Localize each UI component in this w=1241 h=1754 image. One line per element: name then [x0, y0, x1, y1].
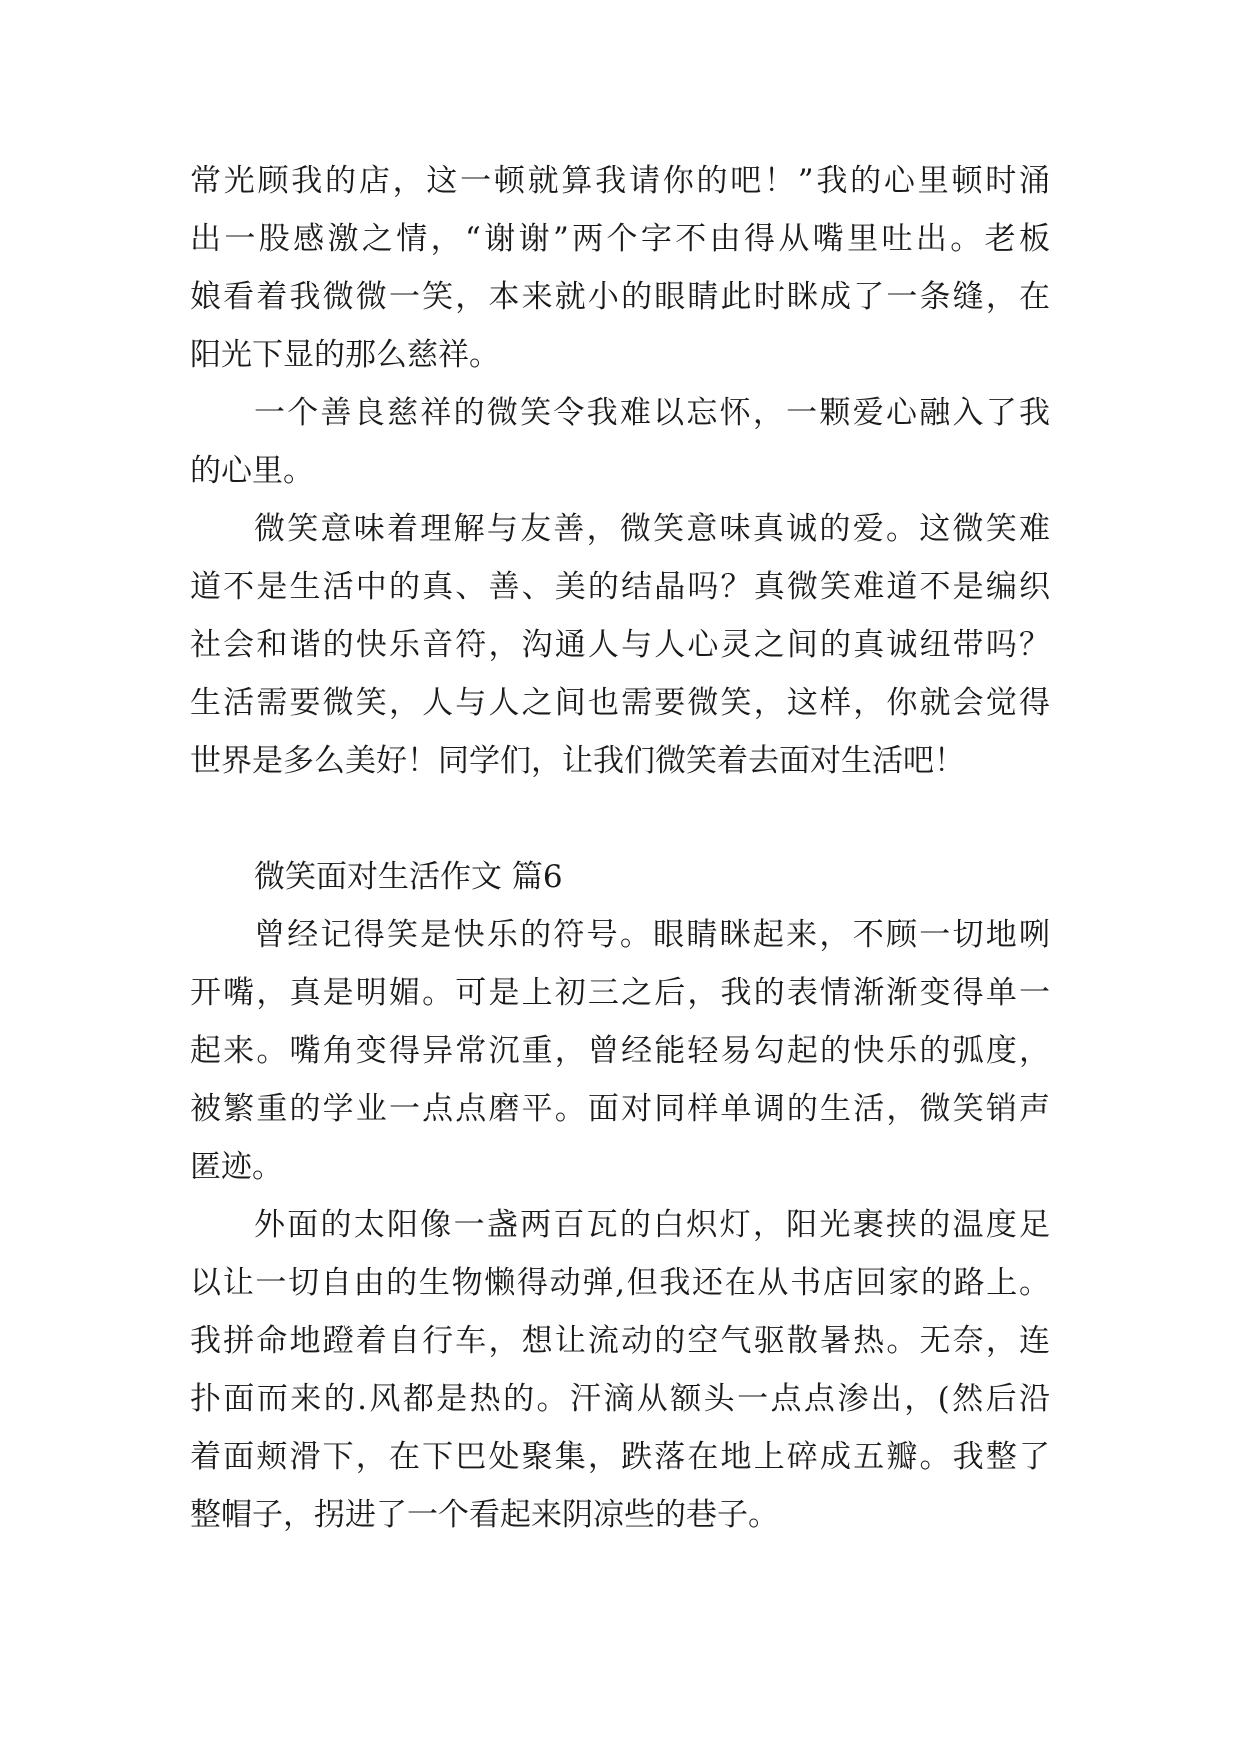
text-line: 一个善良慈祥的微笑令我难以忘怀，一颗爱心融入了我: [254, 395, 1050, 431]
text-line: 阳光下显的那么慈祥。: [190, 337, 500, 373]
section-heading: 微笑面对生活作文 篇6: [254, 859, 563, 895]
text-line: 着面颊滑下，在下巴处聚集，跌落在地上碎成五瓣。我整了: [190, 1439, 1050, 1475]
text-line: 道不是生活中的真、善、美的结晶吗？真微笑难道不是编织: [190, 569, 1050, 605]
text-line: 扑面而来的.风都是热的。汗滴从额头一点点渗出，(然后沿: [190, 1381, 1050, 1417]
text-line: 出一股感激之情，“谢谢”两个字不由得从嘴里吐出。老板: [190, 221, 1050, 257]
section-gap: [190, 790, 1050, 848]
text-line: 娘看着我微微一笑，本来就小的眼睛此时眯成了一条缝，在: [190, 279, 1050, 315]
text-line: 微笑意味着理解与友善，微笑意味真诚的爱。这微笑难: [254, 511, 1050, 547]
text-line: 曾经记得笑是快乐的符号。眼睛眯起来，不顾一切地咧: [254, 917, 1050, 953]
document-page: [190, 152, 1050, 1544]
text-line: 世界是多么美好！同学们，让我们微笑着去面对生活吧！: [190, 743, 965, 779]
text-line: 整帽子，拐进了一个看起来阴凉些的巷子。: [190, 1497, 779, 1533]
text-line: 开嘴，真是明媚。可是上初三之后，我的表情渐渐变得单一: [190, 975, 1050, 1011]
text-line: 常光顾我的店，这一顿就算我请你的吧！”我的心里顿时涌: [190, 163, 1050, 199]
text-line: 生活需要微笑，人与人之间也需要微笑，这样，你就会觉得: [190, 685, 1050, 721]
text-line: 我拼命地蹬着自行车，想让流动的空气驱散暑热。无奈，连: [190, 1323, 1050, 1359]
text-line: 外面的太阳像一盏两百瓦的白炽灯，阳光裹挟的温度足: [254, 1207, 1050, 1243]
text-line: 社会和谐的快乐音符，沟通人与人心灵之间的真诚纽带吗？: [190, 627, 1050, 663]
text-line: 被繁重的学业一点点磨平。面对同样单调的生活，微笑销声: [190, 1091, 1050, 1127]
text-line: 匿迹。: [190, 1149, 283, 1185]
text-line: 的心里。: [190, 453, 314, 489]
text-line: 以让一切自由的生物懒得动弹,但我还在从书店回家的路上。: [190, 1265, 1050, 1301]
text-line: 起来。嘴角变得异常沉重，曾经能轻易勾起的快乐的弧度，: [190, 1033, 1050, 1069]
